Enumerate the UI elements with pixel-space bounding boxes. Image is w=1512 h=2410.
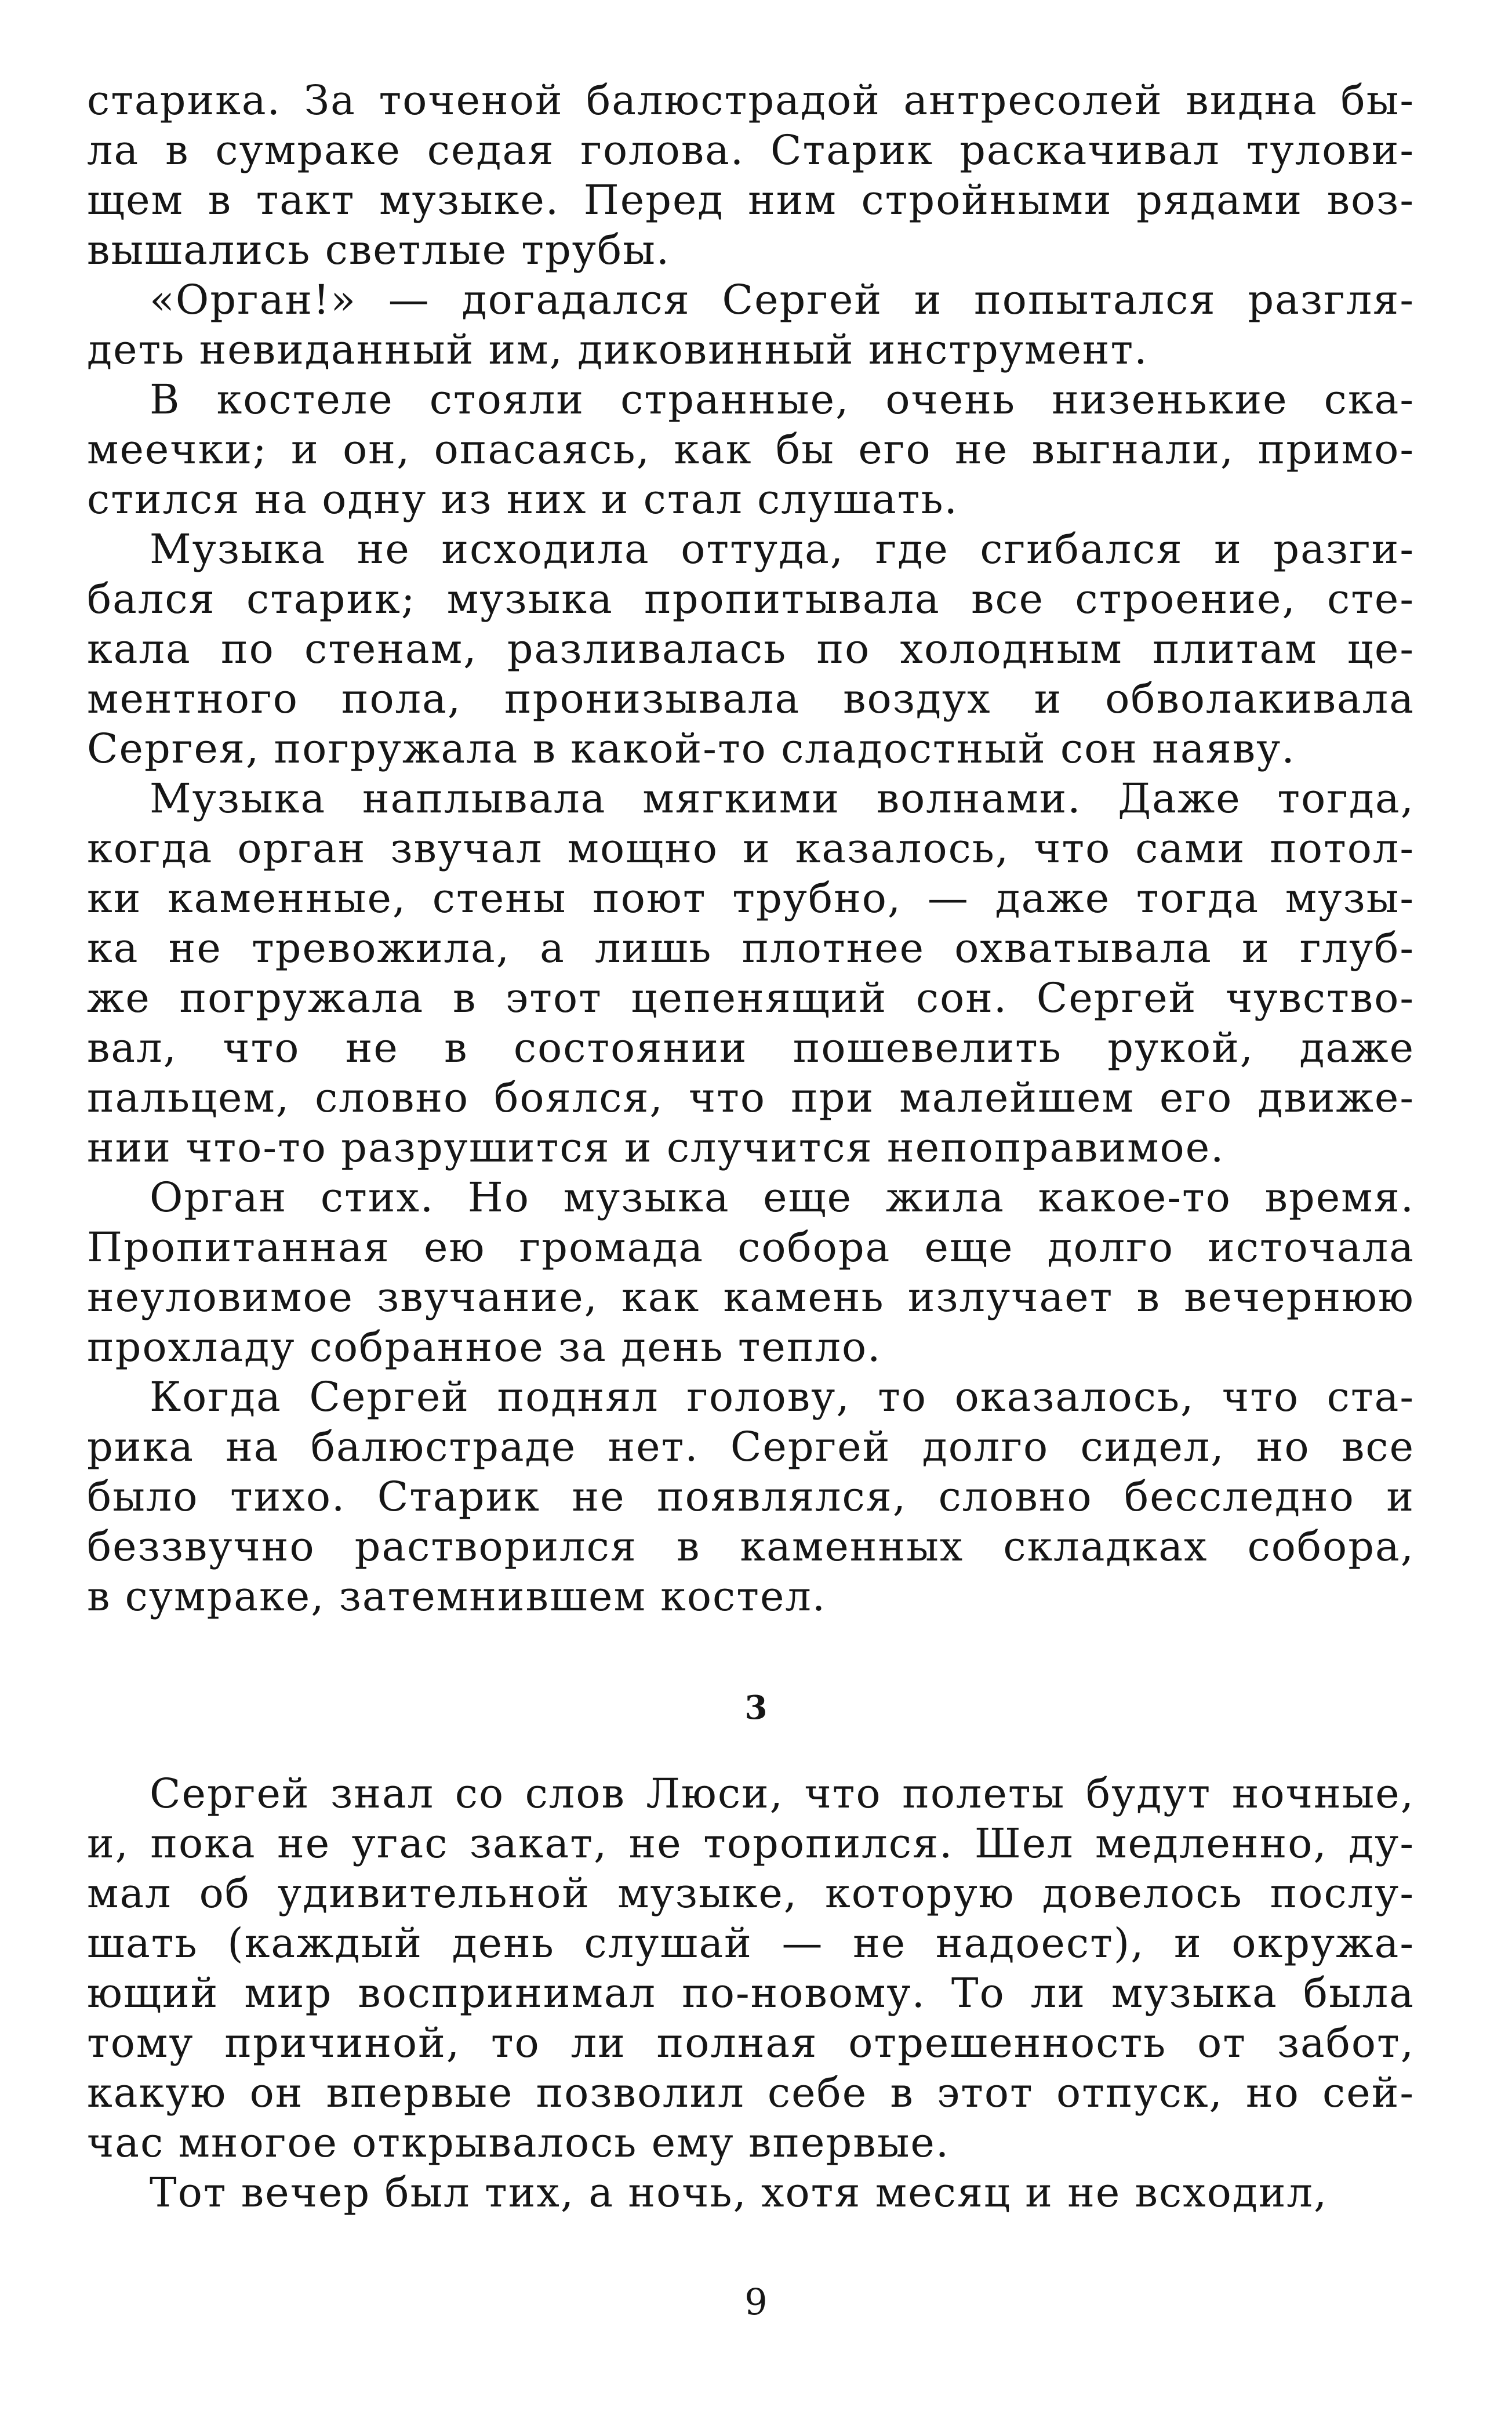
text-line: в сумраке, затемнившем костел. (87, 1573, 827, 1620)
text-line: Сергей знал со слов Люси, что полеты будут ночные, (150, 1770, 1415, 1817)
text-line: было тихо. Старик не появлялся, словно бесследно и (87, 1473, 1415, 1520)
text-line: деть невиданный им, диковинный инструмент. (87, 326, 1148, 373)
text-line: и, пока не угас закат, не торопился. Шел медленно, ду- (87, 1820, 1415, 1867)
text-line: стился на одну из них и стал слушать. (87, 476, 958, 523)
text-line: меечки; и он, опасаясь, как бы его не выгнали, примо- (87, 426, 1415, 473)
section-number: 3 (744, 1689, 768, 1727)
text-line: шать (каждый день слушай — не надоест), и окружа- (87, 1919, 1415, 1967)
text-line: «Орган!» — догадался Сергей и попытался разгля- (150, 276, 1415, 324)
text-block-part2 (87, 1769, 1415, 2217)
text-line: Сергея, погружала в какой-то сладостный сон наяву. (87, 725, 1296, 772)
paragraph (87, 75, 1415, 275)
text-line: неуловимое звучание, как камень излучает в вечернюю (87, 1273, 1415, 1321)
text-line: тому причиной, то ли полная отрешенность от забот, (87, 2019, 1415, 2067)
paragraph (87, 1173, 1415, 1372)
page-number: 9 (744, 2281, 768, 2323)
paragraph (87, 1769, 1415, 2168)
text-line: щем в такт музыке. Перед ним стройными рядами воз- (87, 176, 1415, 224)
text-line: Когда Сергей поднял голову, то оказалось, что ста- (150, 1373, 1415, 1421)
paragraph (87, 774, 1415, 1173)
text-line: Музыка не исходила оттуда, где сгибался и разги- (150, 525, 1415, 573)
text-line: какую он впервые позволил себе в этот отпуск, но сей- (87, 2069, 1415, 2117)
text-line: час многое открывалось ему впервые. (87, 2119, 950, 2166)
text-line: вышались светлые трубы. (87, 226, 671, 274)
paragraph (87, 1372, 1415, 1621)
text-line: пальцем, словно боялся, что при малейшем его движе- (87, 1074, 1415, 1121)
text-line: Орган стих. Но музыка еще жила какое-то время. (150, 1174, 1415, 1221)
text-line: вал, что не в состоянии пошевелить рукой, даже (87, 1024, 1415, 1072)
text-line: нии что-то разрушится и случится непоправимое. (87, 1124, 1225, 1171)
text-line: ющий мир воспринимал по-новому. То ли музыка была (87, 1969, 1415, 2017)
text-line: бался старик; музыка пропитывала все строение, сте- (87, 575, 1415, 623)
text-line: Пропитанная ею громада собора еще долго источала (87, 1224, 1415, 1271)
text-line: рика на балюстраде нет. Сергей долго сидел, но все (87, 1423, 1415, 1471)
text-line: В костеле стояли странные, очень низенькие ска- (150, 376, 1415, 423)
text-line: мал об удивительной музыке, которую довелось послу- (87, 1870, 1415, 1917)
text-line: когда орган звучал мощно и казалось, что сами потол- (87, 825, 1415, 872)
text-line: же погружала в этот цепенящий сон. Сергей чувство- (87, 974, 1415, 1022)
text-line: ки каменные, стены поют трубно, — даже тогда музы- (87, 874, 1415, 922)
text-line: старика. За точеной балюстрадой антресолей видна бы- (87, 77, 1415, 124)
text-block-part1 (87, 75, 1415, 1621)
paragraph (87, 275, 1415, 375)
paragraph (87, 2168, 1415, 2217)
text-line: Музыка наплывала мягкими волнами. Даже тогда, (150, 775, 1415, 822)
text-line: Тот вечер был тих, а ночь, хотя месяц и не всходил, (150, 2169, 1328, 2216)
text-line: кала по стенам, разливалась по холодным плитам це- (87, 625, 1415, 673)
text-line: ментного пола, пронизывала воздух и обволакивала (87, 675, 1415, 723)
text-line: ла в сумраке седая голова. Старик раскачивал тулови- (87, 126, 1415, 174)
paragraph (87, 375, 1415, 524)
text-line: ка не тревожила, а лишь плотнее охватывала и глуб- (87, 924, 1415, 972)
text-line: беззвучно растворился в каменных складках собора, (87, 1523, 1415, 1570)
paragraph (87, 524, 1415, 774)
text-line: прохладу собранное за день тепло. (87, 1323, 882, 1371)
